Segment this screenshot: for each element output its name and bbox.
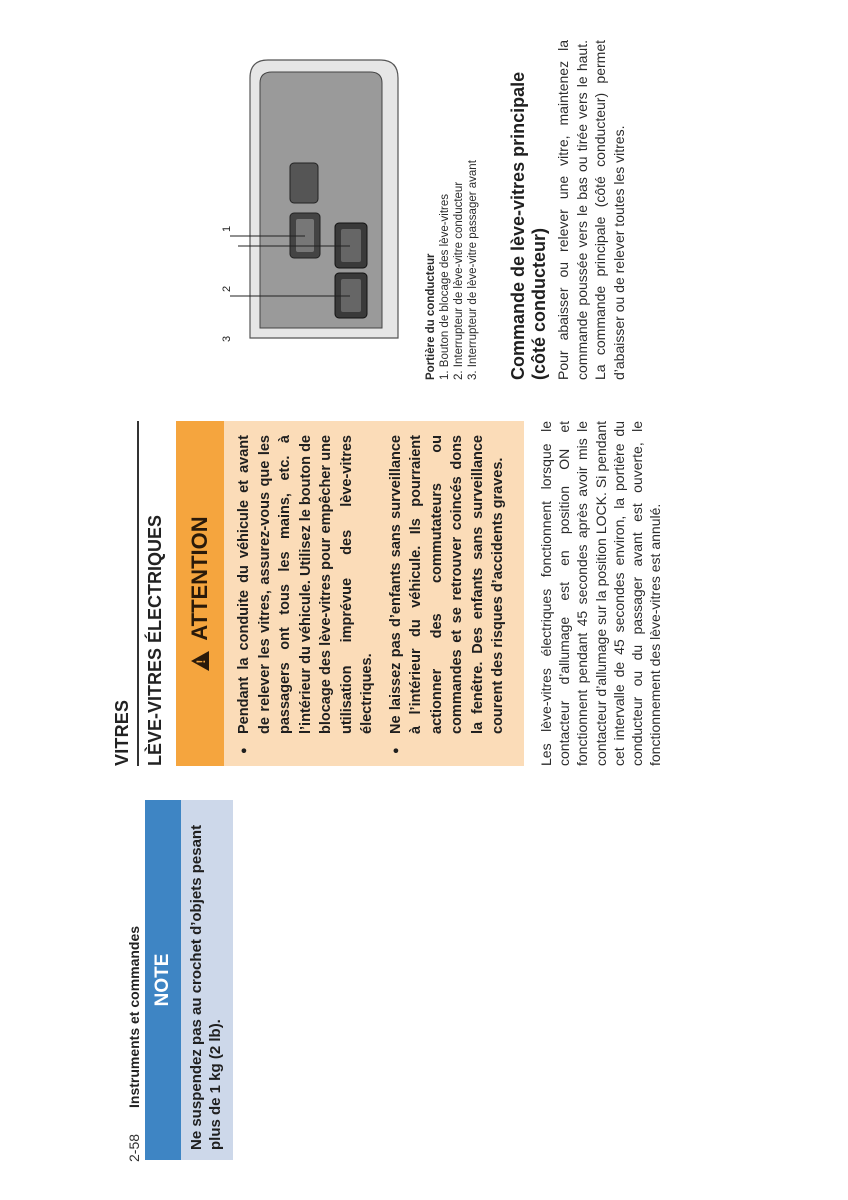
page-number: 2-58 [126,1133,142,1162]
callout-2: 2 [221,285,233,292]
intro-paragraph: Les lève-vitres électriques fonctionnent lorsque le contacteur d’allumage est en position ON et fonctionnent pendant 45 secondes après avoir mis le contacteur d’allumage sur la position LOCK. Si pendant cet intervalle de 45 secondes environ, la portière du conducteur ou du passager avant est ouverte, le fonctionnement des lève-vitres est annulé. [538,421,664,766]
attention-box [176,421,524,766]
note-box [145,800,233,1160]
main-switch-text: Pour abaisser ou relever une vitre, maintenez la commande poussée vers le bas ou tirée vers le haut. La commande principale (côté conducteur) permet d’abaisser ou de relever toutes les vitres. [555,40,627,380]
section-rule [137,421,139,766]
callout-3: 3 [221,335,233,342]
section-title: VITRES [112,699,132,766]
caption-title: Portière du conducteur [425,253,437,380]
attention-item: ● Pendant la conduite du véhicule et avant de relever les vitres, assurez-vous que les passagers ont tous les mains, etc. à l’intérieur du véhicule. Utilisez le bouton de blocage des lève-vitres pour empêcher une utilisation imprévue des lève-vitres électriques. [234,435,378,734]
callout-1: 1 [221,225,233,232]
attention-item: ● Ne laissez pas d’enfants sans surveillance à l’intérieur du véhicule. Ils pourraient actionner des commutateurs ou commandes et se retrouver coincés dons la fenêtre. Des enfants sans surveillance courent des risques d’accidents graves. [386,435,509,734]
attention-header [176,421,224,766]
caption-item: 2. Interrupteur de lève-vitre conducteur [453,181,465,380]
footer-section-title: Instruments et commandes [126,925,142,1108]
note-title: NOTE [145,800,181,1160]
attention-title: ATTENTION [187,516,212,641]
note-text: Ne suspendez pas au crochet d’objets pesant plus de 1 kg (2 lb). [188,824,224,1150]
door-switch-illustration [220,48,430,378]
caption-item: 1. Bouton de blocage des lève-vitres [439,193,451,380]
figure-caption [424,40,480,380]
attention-list [224,421,509,766]
caption-item: 3. Interrupteur de lève-vitre passager avant [467,160,479,380]
rear-switch-icon [290,163,318,203]
door-switch-figure [220,48,430,378]
section-subtitle: LÈVE-VITRES ÉLECTRIQUES [145,514,165,766]
warning-triangle-icon [191,651,209,671]
main-switch-title: Commande de lève-vitres principale (côté conducteur) [508,71,549,380]
